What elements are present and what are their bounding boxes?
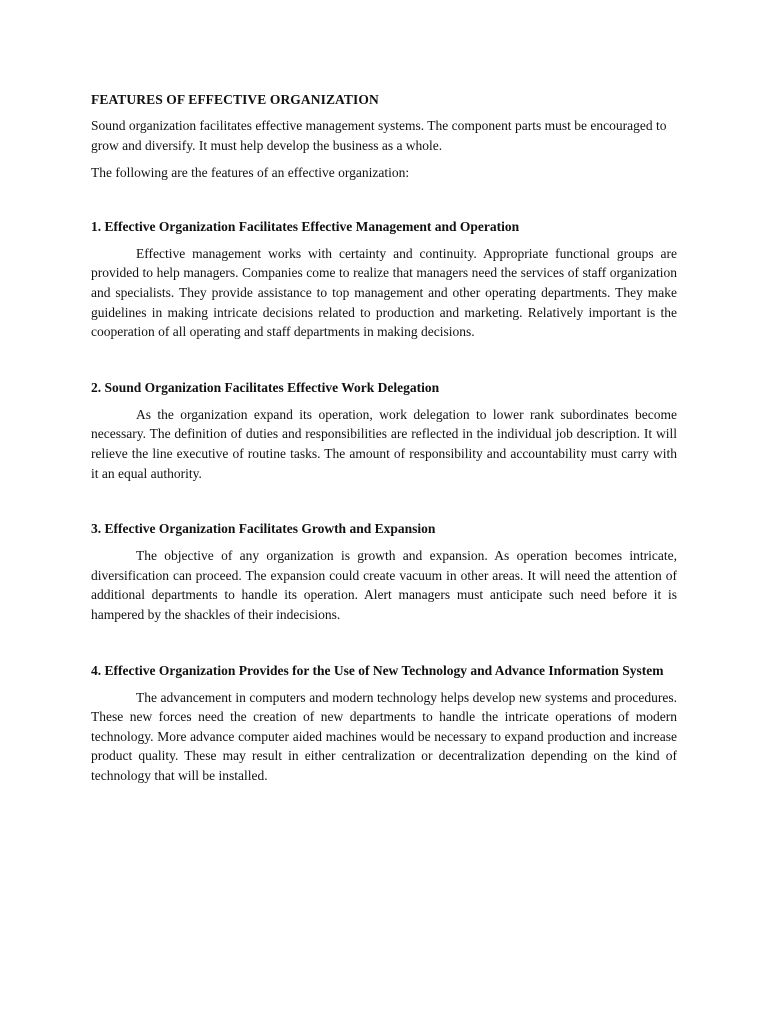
intro-paragraph: Sound organization facilitates effective management systems. The component parts must be encouraged to grow and diversify. It must help develop the business as a whole. (91, 118, 667, 153)
section-body: The objective of any organization is growth and expansion. As operation becomes intricate, diversification can proceed. The expansion could create vacuum in other areas. It will need the attention of additional departments to handle its operation. Alert managers must anticipate such need before it is hampered by the shackles of their indecisions. (91, 548, 677, 622)
section-1 (91, 217, 677, 342)
document-title: FEATURES OF EFFECTIVE ORGANIZATION (91, 92, 379, 107)
section-heading: 4. Effective Organization Provides for the Use of New Technology and Advance Information System (91, 662, 664, 678)
section-heading: 3. Effective Organization Facilitates Growth and Expansion (91, 521, 436, 537)
section-body: The advancement in computers and modern technology helps develop new systems and procedures. These new forces need the creation of new departments to handle the intricate operations of modern technology. More advance computer aided machines would be necessary to expand production and increase product quality. These may result in either centralization or decentralization depending on the kind of technology that will be installed. (91, 689, 677, 783)
section-heading: 1. Effective Organization Facilitates Effective Management and Operation (91, 218, 520, 234)
section-body: Effective management works with certainty and continuity. Appropriate functional groups are provided to help managers. Companies come to realize that managers need the services of staff organization and specialists. They provide assistance to top management and other operating departments. They make guidelines in making intricate decisions related to production and marketing. Relatively important is the cooperation of all operating and staff departments in making decisions. (91, 245, 677, 340)
section-2 (91, 378, 677, 483)
section-3 (91, 519, 677, 624)
section-body: As the organization expand its operation, work delegation to lower rank subordinates become necessary. The definition of duties and responsibilities are reflected in the individual job description. It will relieve the line executive of routine tasks. The amount of responsibility and accountability must carry with it an equal authority. (91, 406, 677, 481)
section-heading: 2. Sound Organization Facilitates Effective Work Delegation (91, 379, 440, 395)
lead-paragraph: The following are the features of an effective organization: (91, 165, 410, 181)
section-4 (91, 661, 677, 786)
